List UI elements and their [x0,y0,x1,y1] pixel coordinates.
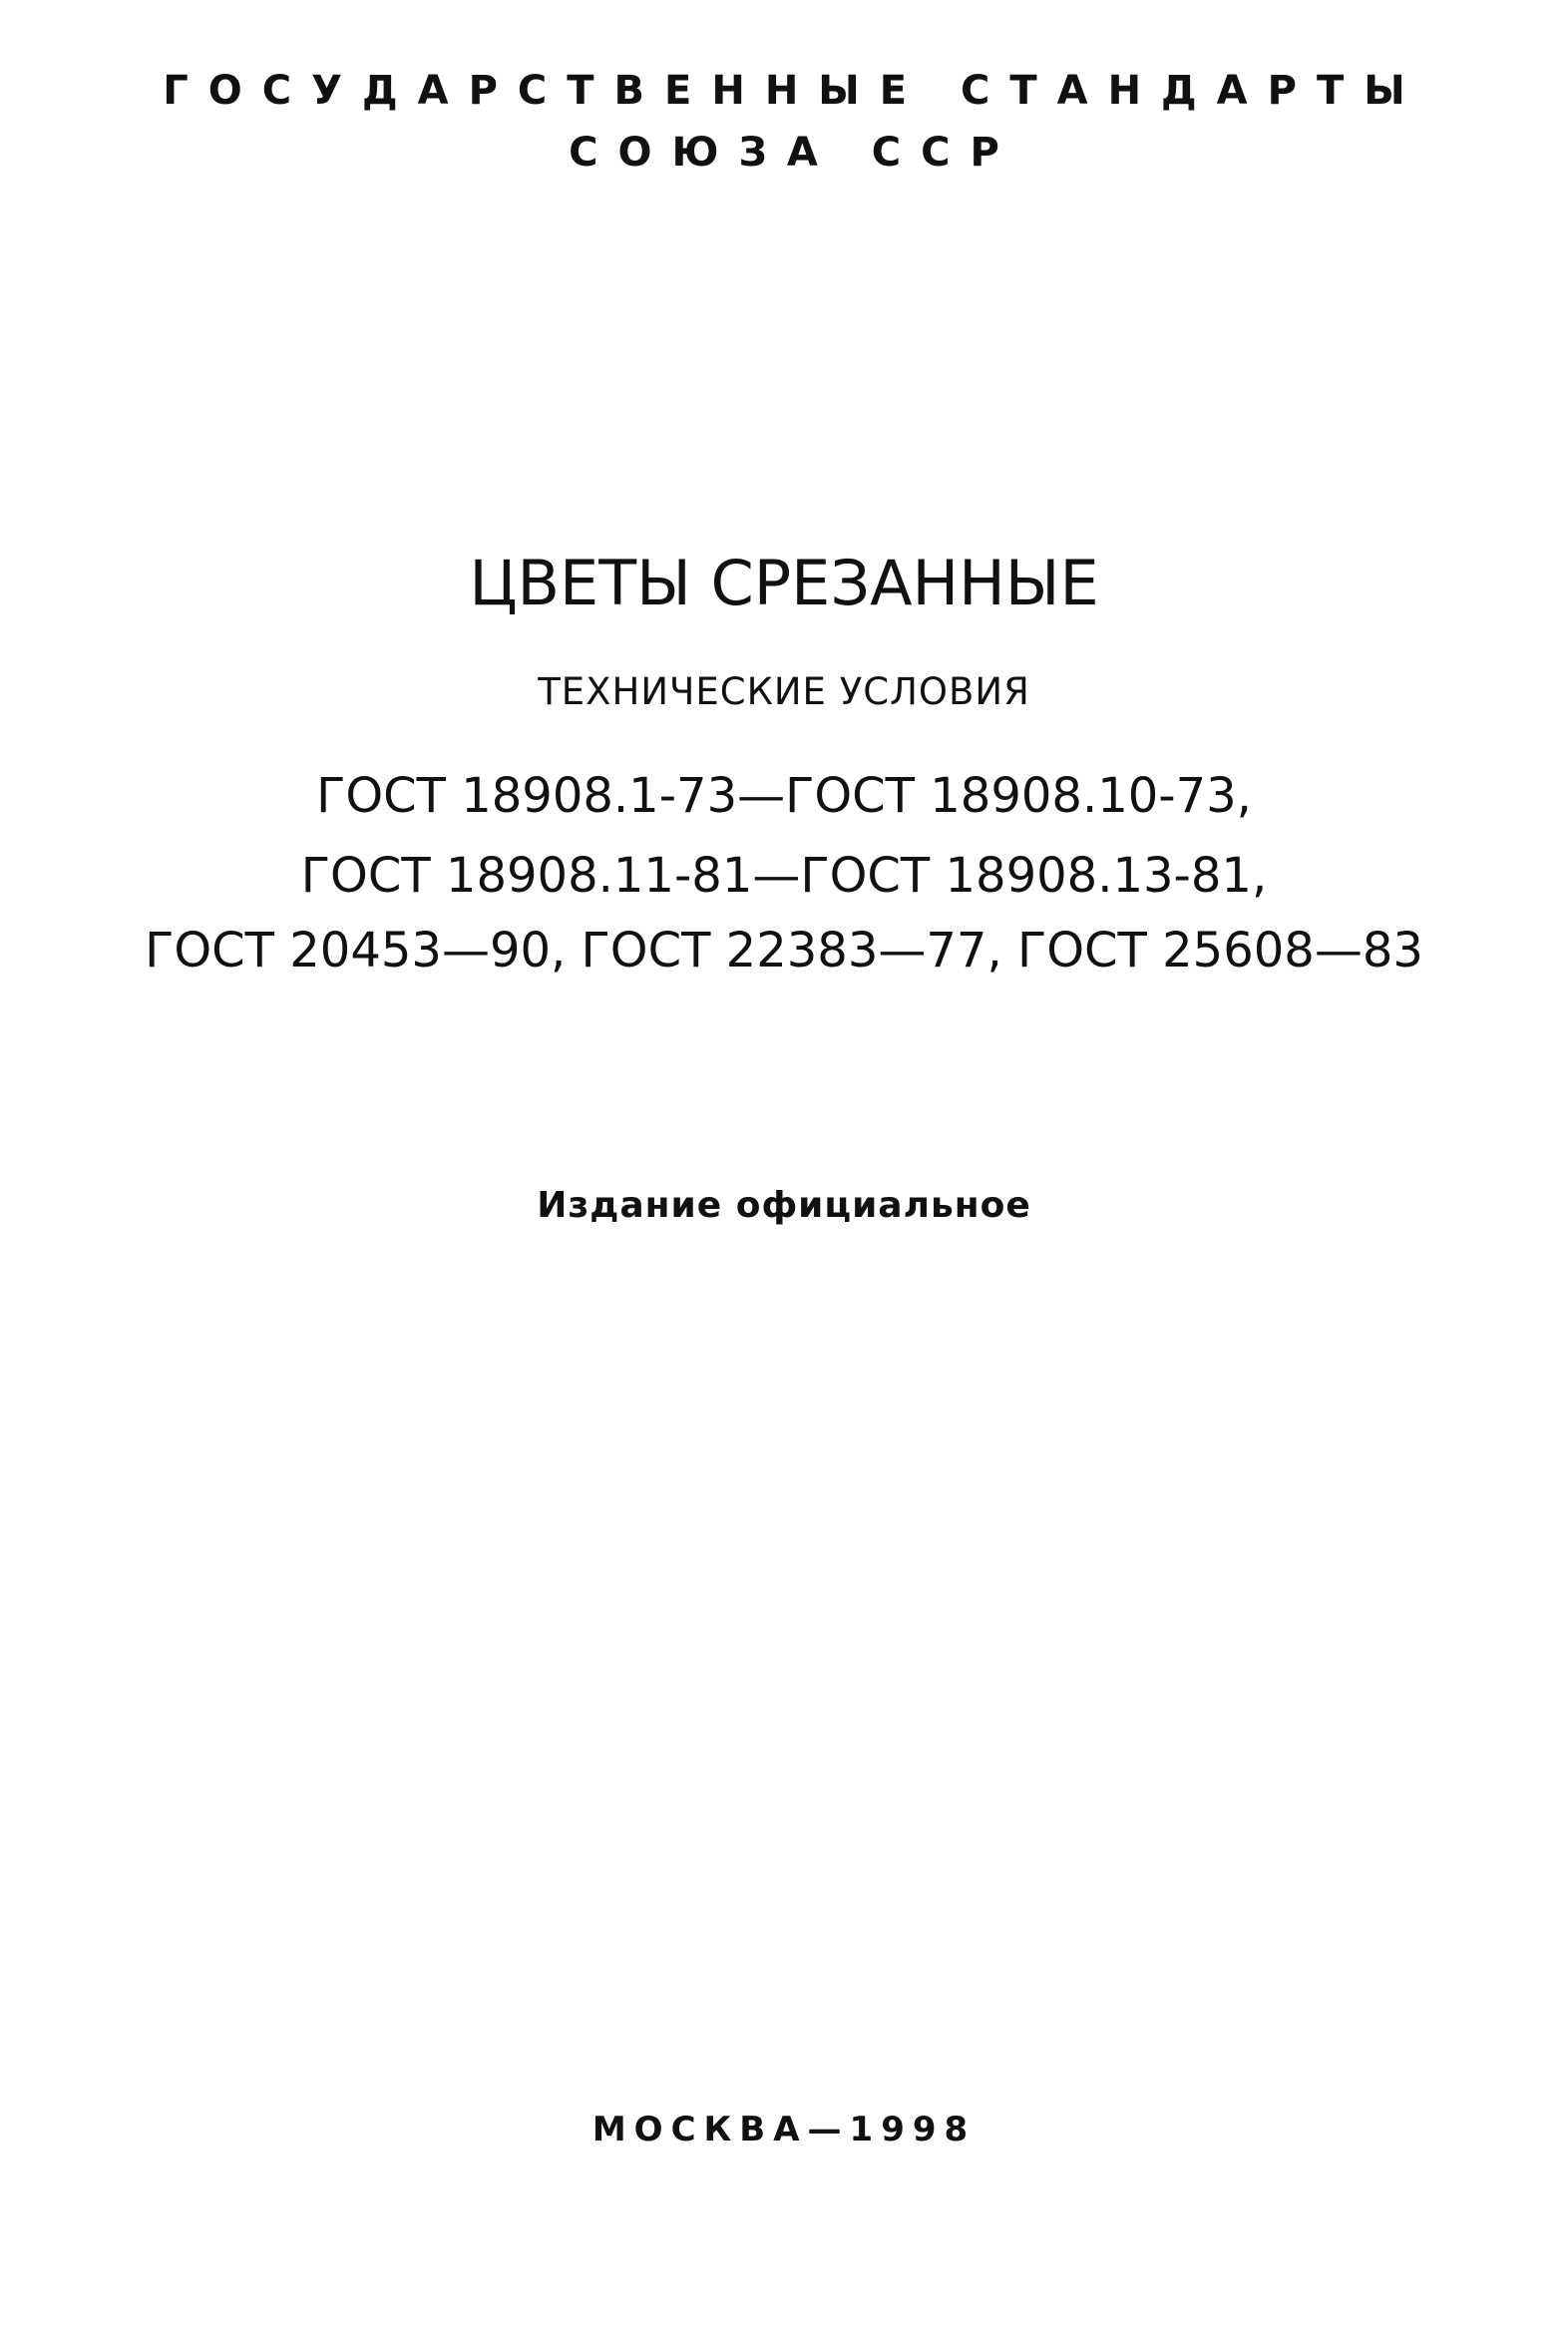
standard-number-line: ГОСТ 18908.1-73—ГОСТ 18908.10-73, [316,768,1252,824]
edition-note: Издание официальное [537,1185,1031,1226]
standard-number-line: ГОСТ 18908.11-81—ГОСТ 18908.13-81, [300,848,1268,904]
publication-imprint: МОСКВА—1998 [591,2110,977,2149]
header-union-line: СОЮЗА ССР [569,130,1019,176]
document-subtitle: ТЕХНИЧЕСКИЕ УСЛОВИЯ [538,670,1030,713]
standard-number-line: ГОСТ 20453—90, ГОСТ 22383—77, ГОСТ 25608—83 [145,923,1423,978]
document-title: ЦВЕТЫ СРЕЗАННЫЕ [469,547,1099,619]
header-standards-line: ГОСУДАРСТВЕННЫЕ СТАНДАРТЫ [163,68,1425,114]
